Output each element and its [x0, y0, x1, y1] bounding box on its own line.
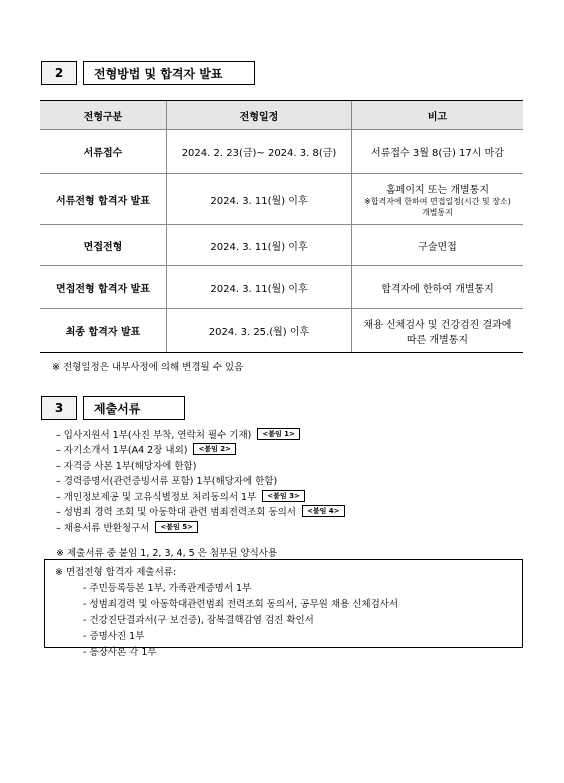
row-note-detail-2: 개별통지 [422, 207, 453, 217]
section-number: 2 [41, 61, 77, 85]
list-item: - 통장사본 각 1부 [83, 647, 157, 658]
table-header-row [40, 101, 523, 130]
column-header: 전형일정 [167, 101, 352, 130]
attachment-tag: <붙임 1> [257, 428, 300, 440]
list-item [56, 426, 345, 442]
list-item: - 성범죄경력 및 아동학대관련범죄 전력조회 동의서, 공무원 채용 신체검사서 [83, 599, 399, 610]
row-category: 면접전형 합격자 발표 [40, 266, 167, 309]
row-note-cell [352, 174, 524, 225]
row-category: 최종 합격자 발표 [40, 309, 167, 353]
document-text: – 개인정보제공 및 고유식별정보 처리동의서 1부 [56, 491, 257, 503]
section-2-heading [41, 61, 255, 85]
row-note: 구술면접 [352, 225, 524, 266]
list-item: - 주민등록등본 1부, 가족관계증명서 1부 [83, 583, 252, 594]
document-text: – 경력증명서(관련증빙서류 포함) 1부(해당자에 한함) [56, 476, 278, 488]
attachment-tag: <붙임 3> [262, 490, 305, 502]
document-text: – 자기소개서 1부(A4 2장 내외) [56, 445, 188, 457]
section-number: 3 [41, 396, 77, 420]
row-date: 2024. 3. 11(월) 이후 [167, 266, 352, 309]
row-note-line-2: 따른 개별통지 [406, 334, 469, 346]
row-category: 면접전형 [40, 225, 167, 266]
table-row [40, 174, 523, 225]
row-note: 홈페이지 또는 개별통지 [386, 184, 489, 196]
row-date: 2024. 3. 25.(월) 이후 [167, 309, 352, 353]
list-item [56, 473, 345, 489]
documents-list [56, 426, 345, 535]
column-header: 비고 [352, 101, 524, 130]
documents-note: ※ 제출서류 중 붙임 1, 2, 3, 4, 5 은 첨부된 양식사용 [56, 548, 278, 559]
list-item [56, 442, 345, 458]
document-text: – 자격증 사본 1부(해당자에 한함) [56, 460, 197, 472]
row-note: 서류접수 3월 8(금) 17시 마감 [352, 130, 524, 174]
interview-documents-box [44, 559, 523, 658]
schedule-table [40, 100, 523, 353]
row-category: 서류전형 합격자 발표 [40, 174, 167, 225]
list-item [56, 519, 345, 535]
list-item: - 증명사진 1부 [83, 631, 145, 642]
section-3-heading [41, 396, 185, 420]
table-row [40, 266, 523, 309]
attachment-tag: <붙임 2> [193, 443, 236, 455]
section-title: 전형방법 및 합격자 발표 [83, 61, 255, 85]
row-note-cell [352, 309, 524, 353]
schedule-note: ※ 전형일정은 내부사정에 의해 변경될 수 있음 [52, 362, 244, 373]
list-item [56, 504, 345, 520]
list-item: - 건강진단결과서(구 보건증), 잠복결핵감염 검진 확인서 [83, 615, 314, 626]
section-title: 제출서류 [83, 396, 185, 420]
document-text: – 입사지원서 1부(사진 부착, 연락처 필수 기재) [56, 429, 252, 441]
row-date: 2024. 3. 11(월) 이후 [167, 174, 352, 225]
table-row [40, 130, 523, 174]
list-item [56, 488, 345, 504]
document-text: – 채용서류 반환청구서 [56, 522, 150, 534]
list-item [56, 457, 345, 473]
table-row [40, 309, 523, 353]
row-date: 2024. 2. 23(금)~ 2024. 3. 8(금) [167, 130, 352, 174]
document-text: – 성범죄 경력 조회 및 아동학대 관련 범죄전력조회 동의서 [56, 507, 296, 519]
box-title: ※ 면접전형 합격자 제출서류: [55, 567, 177, 578]
row-note: 채용 신체검사 및 건강검진 결과에 [363, 319, 512, 331]
row-note: 합격자에 한하여 개별통지 [352, 266, 524, 309]
row-category: 서류접수 [40, 130, 167, 174]
table-row [40, 225, 523, 266]
row-date: 2024. 3. 11(월) 이후 [167, 225, 352, 266]
attachment-tag: <붙임 4> [302, 505, 345, 517]
column-header: 전형구분 [40, 101, 167, 130]
attachment-tag: <붙임 5> [155, 521, 198, 533]
row-note-detail: ※합격자에 한하여 면접일정(시간 및 장소) [364, 196, 511, 206]
